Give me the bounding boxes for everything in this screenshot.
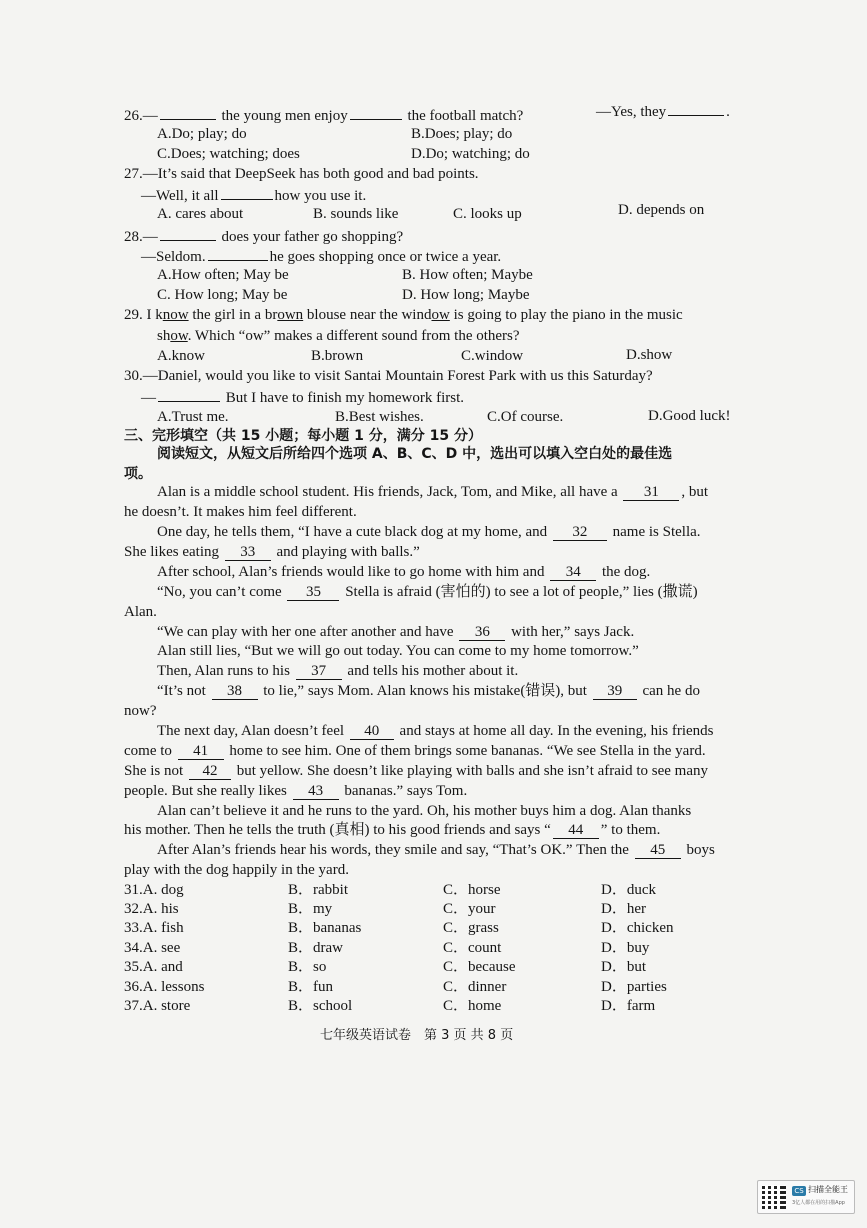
q29-option-a: A.know xyxy=(157,348,205,364)
option-d: D．her xyxy=(601,901,646,917)
q28-option-b: B. How often; Maybe xyxy=(402,267,533,283)
q27-option-d: D. depends on xyxy=(618,202,705,218)
blank-37: 37 xyxy=(296,664,342,680)
passage-line: he doesn’t. It makes him feel different. xyxy=(124,504,357,520)
blank xyxy=(350,104,402,120)
option-b: B．so xyxy=(288,959,327,975)
blank-35: 35 xyxy=(287,585,339,601)
passage-line: play with the dog happily in the yard. xyxy=(124,862,349,878)
option-b: B．rabbit xyxy=(288,882,349,898)
option-row-32: 32.A. his xyxy=(124,901,179,917)
blank xyxy=(160,225,216,241)
q27-option-c: C. looks up xyxy=(453,206,522,222)
option-c: C．count xyxy=(443,940,502,956)
option-d: D．farm xyxy=(601,998,656,1014)
question-30-stem: 30.—Daniel, would you like to visit Santai Mountain Forest Park with us this Saturday? xyxy=(124,368,653,384)
blank-39: 39 xyxy=(593,684,637,700)
passage-line: “It’s not 38 to lie,” says Mom. Alan knows his mistake(错误), but 39 can he do xyxy=(157,683,700,699)
passage-line: “No, you can’t come 35 Stella is afraid (害怕的) to see a lot of people,” lies (撒谎) xyxy=(157,584,698,600)
section-instruction: 阅读短文，从短文后所给四个选项 A、B、C、D 中，选出可以填入空白处的最佳选 xyxy=(157,446,673,462)
passage-line: Alan is a middle school student. His friends, Jack, Tom, and Mike, all have a 31 , but xyxy=(157,484,709,500)
q29-option-d: D.show xyxy=(626,347,673,363)
option-row-31: 31.A. dog xyxy=(124,882,184,898)
camscanner-logo-icon: CS xyxy=(792,1186,806,1196)
q27-option-b: B. sounds like xyxy=(313,206,399,222)
passage-line: Alan. xyxy=(124,604,157,620)
option-row-34: 34.A. see xyxy=(124,940,181,956)
scanner-tagline: 3亿人都在用的扫描App xyxy=(792,1200,845,1206)
option-c: C．dinner xyxy=(443,979,507,995)
passage-line: One day, he tells them, “I have a cute black dog at my home, and 32 name is Stella. xyxy=(157,524,701,540)
option-d: D．but xyxy=(601,959,647,975)
blank-31: 31 xyxy=(623,485,679,501)
question-29-stem-line1: 29. I know the girl in a brown blouse near the window is going to play the piano in the music xyxy=(124,307,683,323)
scanner-watermark xyxy=(757,1180,855,1214)
blank xyxy=(158,386,220,402)
blank-43: 43 xyxy=(293,784,339,800)
blank-34: 34 xyxy=(550,565,596,581)
passage-line: Alan still lies, “But we will go out today. You can come to my home tomorrow.” xyxy=(157,643,639,659)
scanner-app-name: 扫描全能王 xyxy=(808,1185,848,1194)
q26-option-c: C.Does; watching; does xyxy=(157,146,300,162)
q27-option-a: A. cares about xyxy=(157,206,244,222)
option-c: C．grass xyxy=(443,920,499,936)
blank-44: 44 xyxy=(553,823,599,839)
passage-line: his mother. Then he tells the truth (真相) to his good friends and says “ 44 ” to them. xyxy=(124,822,661,838)
q26-option-d: D.Do; watching; do xyxy=(411,146,530,162)
question-27-reply: —Well, it all how you use it. xyxy=(141,184,366,206)
option-row-36: 36.A. lessons xyxy=(124,979,205,995)
option-b: B．my xyxy=(288,901,333,917)
q29-option-b: B.brown xyxy=(311,348,364,364)
blank-33: 33 xyxy=(225,545,271,561)
section-instruction-cont: 项。 xyxy=(124,466,152,482)
option-c: C．your xyxy=(443,901,496,917)
q30-option-d: D.Good luck! xyxy=(648,408,731,424)
option-b: B．fun xyxy=(288,979,334,995)
option-row-37: 37.A. store xyxy=(124,998,191,1014)
q26-option-b: B.Does; play; do xyxy=(411,126,513,142)
passage-line: After Alan’s friends hear his words, they smile and say, “That’s OK.” Then the 45 boys xyxy=(157,842,715,858)
question-28-reply: —Seldom. he goes shopping once or twice a year. xyxy=(141,245,501,267)
blank-40: 40 xyxy=(350,724,394,740)
passage-line: After school, Alan’s friends would like to go home with him and 34 the dog. xyxy=(157,564,651,580)
q30-option-a: A.Trust me. xyxy=(157,409,229,425)
question-28-stem: 28.— does your father go shopping? xyxy=(124,225,403,247)
blank-36: 36 xyxy=(459,625,505,641)
qr-code-icon xyxy=(762,1185,786,1209)
q30-option-c: C.Of course. xyxy=(487,409,564,425)
blank-45: 45 xyxy=(635,843,681,859)
passage-line: Alan can’t believe it and he runs to the yard. Oh, his mother buys him a dog. Alan thanks xyxy=(157,803,692,819)
question-26-reply: —Yes, they . xyxy=(596,100,730,122)
q30-option-b: B.Best wishes. xyxy=(335,409,424,425)
blank-38: 38 xyxy=(212,684,258,700)
question-30-reply: — But I have to finish my homework first. xyxy=(141,386,464,408)
passage-line: She is not 42 but yellow. She doesn’t like playing with balls and she isn’t afraid to see many xyxy=(124,763,708,779)
option-d: D．chicken xyxy=(601,920,674,936)
option-b: B．draw xyxy=(288,940,344,956)
q28-option-d: D. How long; Maybe xyxy=(402,287,530,303)
passage-line: Then, Alan runs to his 37 and tells his mother about it. xyxy=(157,663,519,679)
option-c: C．horse xyxy=(443,882,501,898)
blank xyxy=(668,100,724,116)
section-heading: 三、完形填空（共 15 小题；每小题 1 分，满分 15 分） xyxy=(124,428,482,444)
option-d: D．buy xyxy=(601,940,650,956)
option-c: C．home xyxy=(443,998,502,1014)
q28-option-c: C. How long; May be xyxy=(157,287,288,303)
blank xyxy=(221,184,273,200)
q28-option-a: A.How often; May be xyxy=(157,267,289,283)
option-b: B．school xyxy=(288,998,353,1014)
passage-line: She likes eating 33 and playing with balls.” xyxy=(124,544,420,560)
q26-option-a: A.Do; play; do xyxy=(157,126,247,142)
question-27-stem: 27.—It’s said that DeepSeek has both good and bad points. xyxy=(124,166,479,182)
option-d: D．duck xyxy=(601,882,657,898)
option-c: C．because xyxy=(443,959,516,975)
blank xyxy=(160,104,216,120)
passage-line: come to 41 home to see him. One of them brings some bananas. “We see Stella in the yard. xyxy=(124,743,706,759)
option-row-35: 35.A. and xyxy=(124,959,183,975)
page-footer: 七年级英语试卷 第 3 页 共 8 页 xyxy=(320,1028,514,1043)
q29-option-c: C.window xyxy=(461,348,524,364)
passage-line: now? xyxy=(124,703,157,719)
blank-32: 32 xyxy=(553,525,607,541)
blank-41: 41 xyxy=(178,744,224,760)
option-d: D．parties xyxy=(601,979,667,995)
blank-42: 42 xyxy=(189,764,231,780)
blank xyxy=(208,245,268,261)
option-b: B．bananas xyxy=(288,920,362,936)
passage-line: “We can play with her one after another and have 36 with her,” says Jack. xyxy=(157,624,635,640)
question-29-stem-line2: show. Which “ow” makes a different sound from the others? xyxy=(157,328,520,344)
passage-line: The next day, Alan doesn’t feel 40 and stays at home all day. In the evening, his friends xyxy=(157,723,714,739)
question-26-stem: 26.— the young men enjoy the football match? xyxy=(124,104,523,126)
passage-line: people. But she really likes 43 bananas.” says Tom. xyxy=(124,783,468,799)
option-row-33: 33.A. fish xyxy=(124,920,184,936)
